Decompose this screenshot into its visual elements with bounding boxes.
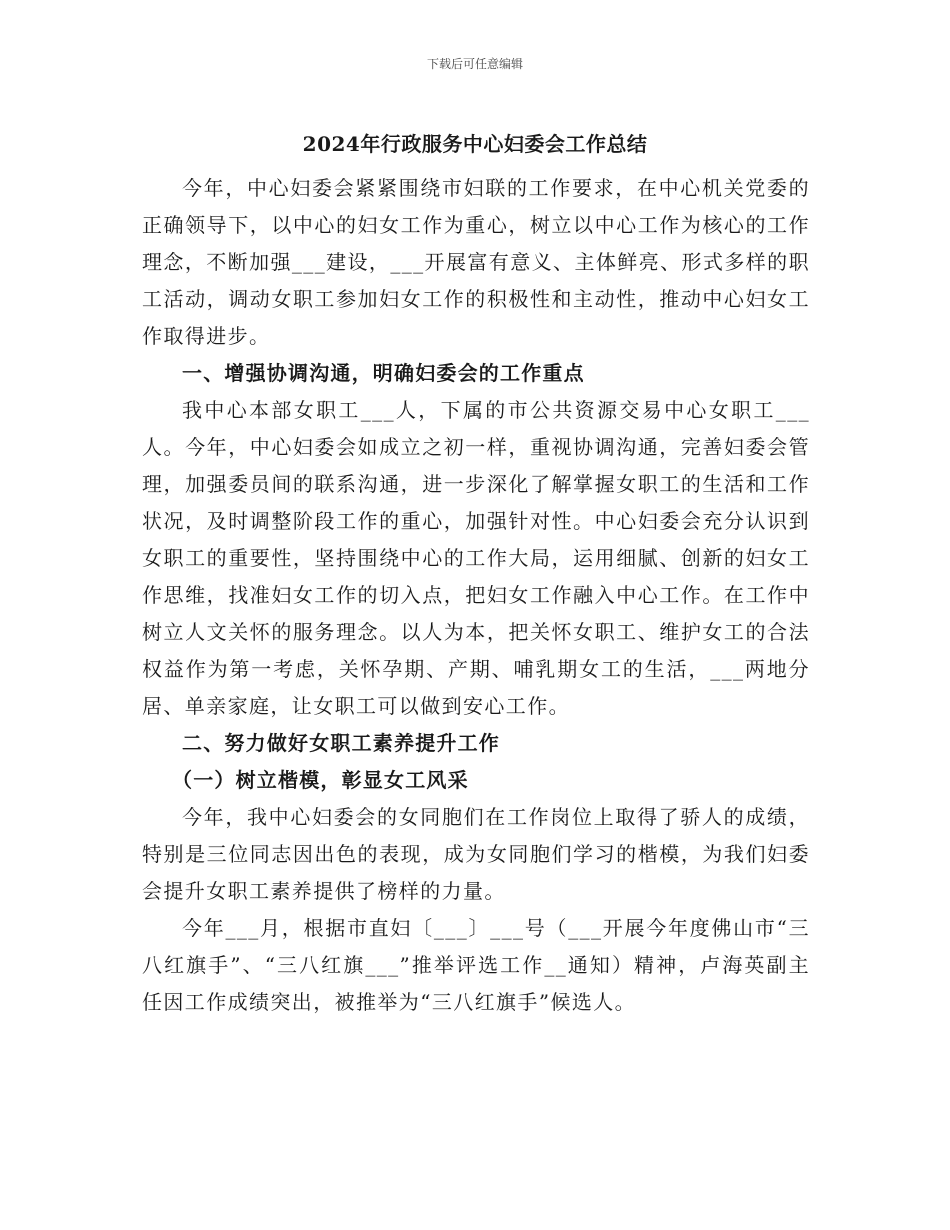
- section-1-heading: 一、增强协调沟通，明确妇委会的工作重点: [182, 361, 585, 385]
- document-body: [142, 170, 810, 1021]
- section-1-paragraph: 我中心本部女职工___人，下属的市公共资源交易中心女职工___人。今年，中心妇委会如成立之初一样，重视协调沟通，完善妇委会管理，加强委员间的联系沟通，进一步深化了解掌握女职工的生活和工作状况，及时调整阶段工作的重心，加强针对性。中心妇委会充分认识到女职工的重要性，坚持围绕中心的工作大局，运用细腻、创新的妇女工作思维，找准妇女工作的切入点，把妇女工作融入中心工作。在工作中树立人文关怀的服务理念。以人为本，把关怀女职工、维护女工的合法权益作为第一考虑，关怀孕期、产期、哺乳期女工的生活，___两地分居、单亲家庭，让女职工可以做到安心工作。: [142, 398, 810, 718]
- intro-paragraph: 今年，中心妇委会紧紧围绕市妇联的工作要求，在中心机关党委的正确领导下，以中心的妇女工作为重心，树立以中心工作为核心的工作理念，不断加强___建设，___开展富有意义、主体鲜亮、形式多样的职工活动，调动女职工参加妇女工作的积极性和主动性，推动中心妇女工作取得进步。: [142, 176, 810, 348]
- section-2-paragraph-2: 今年___月，根据市直妇〔___〕___号（___开展今年度佛山市“三八红旗手”、“三八红旗___”推举评选工作__通知）精神，卢海英副主任因工作成绩突出，被推举为“三八红旗手”候选人。: [142, 916, 810, 1014]
- page-header-note: 下载后可任意编辑: [426, 57, 523, 71]
- document-title: 2024年行政服务中心妇委会工作总结: [302, 132, 648, 156]
- section-2-heading: 二、努力做好女职工素养提升工作: [182, 731, 500, 755]
- section-2-subheading: （一）树立楷模，彰显女工风采: [172, 768, 469, 792]
- section-2-paragraph-1: 今年，我中心妇委会的女同胞们在工作岗位上取得了骄人的成绩，特别是三位同志因出色的表现，成为女同胞们学习的楷模，为我们妇委会提升女职工素养提供了榜样的力量。: [142, 805, 810, 903]
